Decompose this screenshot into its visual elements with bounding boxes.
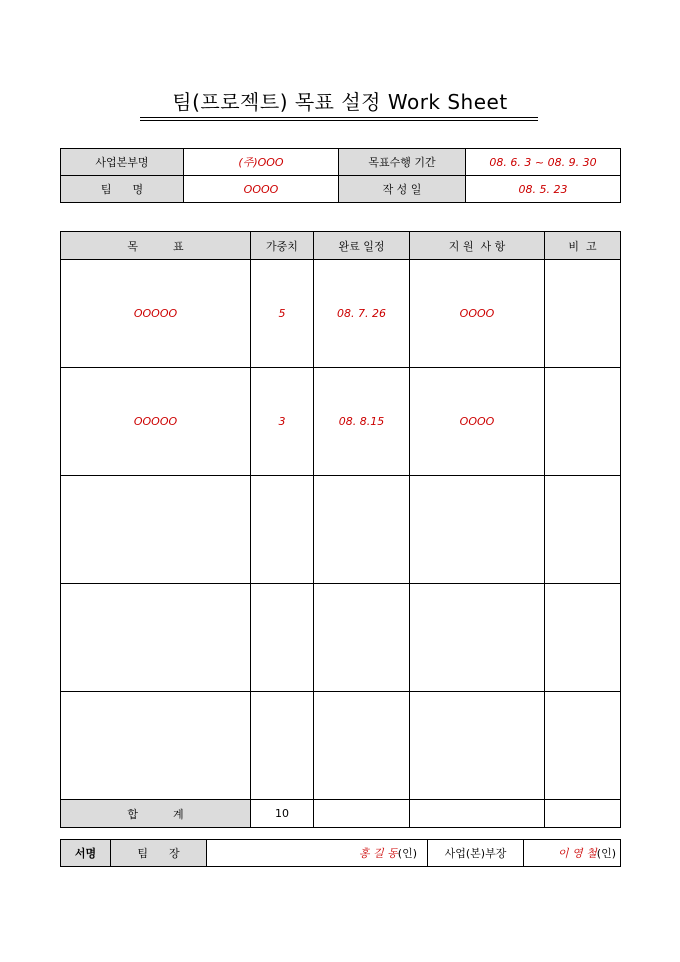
header-goal: 목 표 [61,232,251,260]
due-cell[interactable] [314,584,410,692]
total-due [314,800,410,828]
due-cell[interactable] [314,476,410,584]
support-cell[interactable]: OOOO [410,260,545,368]
header-note: 비 고 [545,232,621,260]
due-cell[interactable]: 08. 8.15 [314,368,410,476]
title-underline [140,117,538,118]
date-value[interactable]: 08. 5. 23 [466,176,621,203]
header-due: 완료 일정 [314,232,410,260]
goal-row [61,584,621,692]
info-table [60,148,621,203]
goal-cell[interactable] [61,476,251,584]
page-title: 팀(프로젝트) 목표 설정 Work Sheet [172,90,508,114]
note-cell[interactable] [545,368,621,476]
period-label: 목표수행 기간 [339,149,466,176]
goal-cell[interactable]: OOOOO [61,368,251,476]
note-cell[interactable] [545,260,621,368]
goal-row [61,368,621,476]
leader-label: 팀 장 [111,840,207,867]
signature-table [60,839,621,867]
goal-row [61,476,621,584]
header-support: 지 원 사 항 [410,232,545,260]
goal-cell[interactable] [61,584,251,692]
manager-signature[interactable] [524,840,621,867]
note-cell[interactable] [545,584,621,692]
goal-cell[interactable]: OOOOO [61,260,251,368]
goal-row [61,692,621,800]
manager-label: 사업(본)부장 [428,840,524,867]
header-weight: 가중치 [251,232,314,260]
due-cell[interactable]: 08. 7. 26 [314,260,410,368]
due-cell[interactable] [314,692,410,800]
team-label: 팀 명 [61,176,184,203]
support-cell[interactable]: OOOO [410,368,545,476]
date-label: 작 성 일 [339,176,466,203]
division-label: 사업본부명 [61,149,184,176]
leader-name: 홍 길 동 [358,847,398,860]
weight-cell[interactable]: 5 [251,260,314,368]
period-value[interactable]: 08. 6. 3 ~ 08. 9. 30 [466,149,621,176]
weight-cell[interactable] [251,692,314,800]
leader-signature[interactable] [207,840,428,867]
total-note [545,800,621,828]
team-value[interactable]: OOOO [184,176,339,203]
weight-cell[interactable] [251,584,314,692]
signature-label: 서명 [61,840,111,867]
goal-cell[interactable] [61,692,251,800]
manager-seal: (인) [596,847,616,860]
total-weight[interactable]: 10 [251,800,314,828]
support-cell[interactable] [410,692,545,800]
support-cell[interactable] [410,476,545,584]
weight-cell[interactable] [251,476,314,584]
note-cell[interactable] [545,476,621,584]
goals-table [60,231,621,828]
goal-row [61,260,621,368]
weight-cell[interactable]: 3 [251,368,314,476]
total-label: 합 계 [61,800,251,828]
title-underline-second [140,120,538,121]
total-support [410,800,545,828]
leader-seal: (인) [397,847,417,860]
note-cell[interactable] [545,692,621,800]
support-cell[interactable] [410,584,545,692]
division-value[interactable]: (주)OOO [184,149,339,176]
manager-name: 이 영 철 [557,847,597,860]
